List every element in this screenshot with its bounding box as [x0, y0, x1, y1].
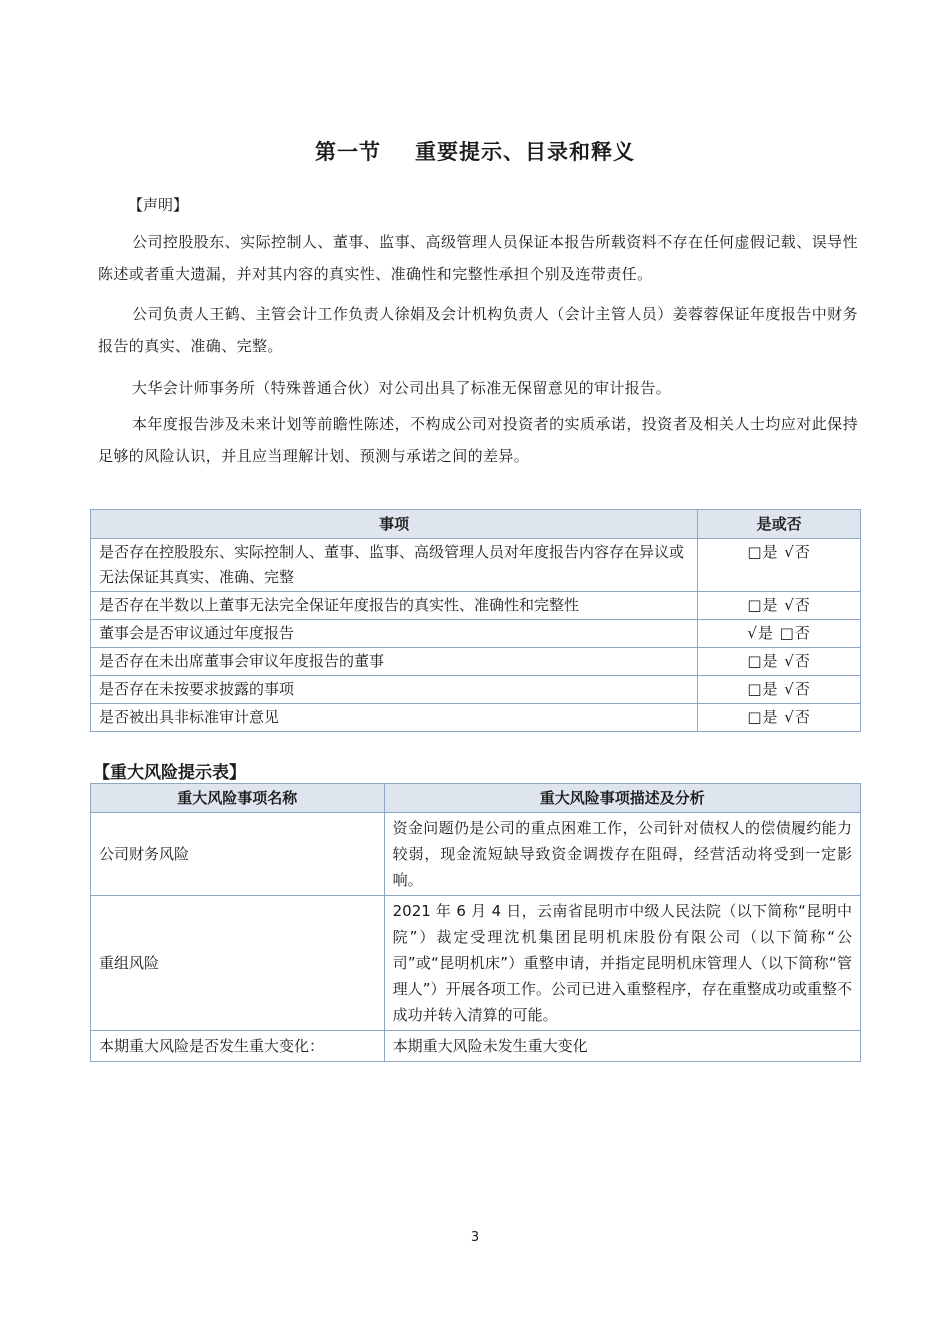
matters-table-header: [91, 510, 861, 539]
table-row: [91, 648, 861, 676]
declaration-label: 【声明】: [128, 196, 189, 214]
table-row: [91, 539, 861, 592]
matters-header-item: 事项: [91, 510, 698, 539]
risk-description: 资金问题仍是公司的重点困难工作，公司针对债权人的偿债履约能力较弱，现金流短缺导致资金调拨存在阻碍，经营活动将受到一定影响。: [384, 813, 860, 896]
risk-header-description: 重大风险事项描述及分析: [384, 784, 860, 813]
matter-answer: □是 √否: [698, 539, 861, 592]
table-row: [91, 704, 861, 732]
risk-name: 公司财务风险: [91, 813, 385, 896]
risk-table-title: 【重大风险提示表】: [93, 763, 246, 783]
declaration-paragraph-1: 公司控股股东、实际控制人、董事、监事、高级管理人员保证本报告所载资料不存在任何虚假记载、误导性陈述或者重大遗漏，并对其内容的真实性、准确性和完整性承担个别及连带责任。: [98, 233, 858, 283]
section-title: [0, 136, 950, 166]
page-number: 3: [470, 1230, 480, 1245]
table-row: [91, 1031, 861, 1062]
table-row: [91, 592, 861, 620]
matter-question: 是否被出具非标准审计意见: [91, 704, 698, 732]
risk-name: 重组风险: [91, 896, 385, 1031]
matter-answer: □是 √否: [698, 648, 861, 676]
matter-answer: □是 √否: [698, 704, 861, 732]
declaration-paragraph-4: 本年度报告涉及未来计划等前瞻性陈述，不构成公司对投资者的实质承诺，投资者及相关人士均应对此保持足够的风险认识，并且应当理解计划、预测与承诺之间的差异。: [98, 415, 858, 465]
risk-description: 2021 年 6 月 4 日，云南省昆明市中级人民法院（以下简称“昆明中院”）裁定受理沈机集团昆明机床股份有限公司（以下简称“公司”或“昆明机床”）重整申请，并指定昆明机床管理人（以下简称“管理人”）开展各项工作。公司已进入重整程序，存在重整成功或重整不成功并转入清算的可能。: [384, 896, 860, 1031]
risk-header-name: 重大风险事项名称: [91, 784, 385, 813]
table-row: [91, 620, 861, 648]
risk-description: 本期重大风险未发生重大变化: [384, 1031, 860, 1062]
declaration-paragraph-3: 大华会计师事务所（特殊普通合伙）对公司出具了标准无保留意见的审计报告。: [132, 379, 672, 397]
table-row: [91, 676, 861, 704]
matter-answer: √是 □否: [698, 620, 861, 648]
section-number: 第一节: [315, 140, 381, 164]
matter-question: 董事会是否审议通过年度报告: [91, 620, 698, 648]
risk-table: [90, 783, 861, 1062]
matters-header-yesno: 是或否: [698, 510, 861, 539]
risk-name: 本期重大风险是否发生重大变化：: [91, 1031, 385, 1062]
matter-question: 是否存在未出席董事会审议年度报告的董事: [91, 648, 698, 676]
matter-question: 是否存在未按要求披露的事项: [91, 676, 698, 704]
section-name: 重要提示、目录和释义: [415, 140, 635, 164]
declaration-paragraph-2: 公司负责人王鹤、主管会计工作负责人徐娟及会计机构负责人（会计主管人员）姜蓉蓉保证年度报告中财务报告的真实、准确、完整。: [98, 305, 858, 355]
matter-answer: □是 √否: [698, 592, 861, 620]
table-row: [91, 813, 861, 896]
matter-answer: □是 √否: [698, 676, 861, 704]
matters-table: [90, 509, 861, 732]
risk-table-header: [91, 784, 861, 813]
table-row: [91, 896, 861, 1031]
matter-question: 是否存在半数以上董事无法完全保证年度报告的真实性、准确性和完整性: [91, 592, 698, 620]
matter-question: 是否存在控股股东、实际控制人、董事、监事、高级管理人员对年度报告内容存在异议或无法保证其真实、准确、完整: [91, 539, 698, 592]
